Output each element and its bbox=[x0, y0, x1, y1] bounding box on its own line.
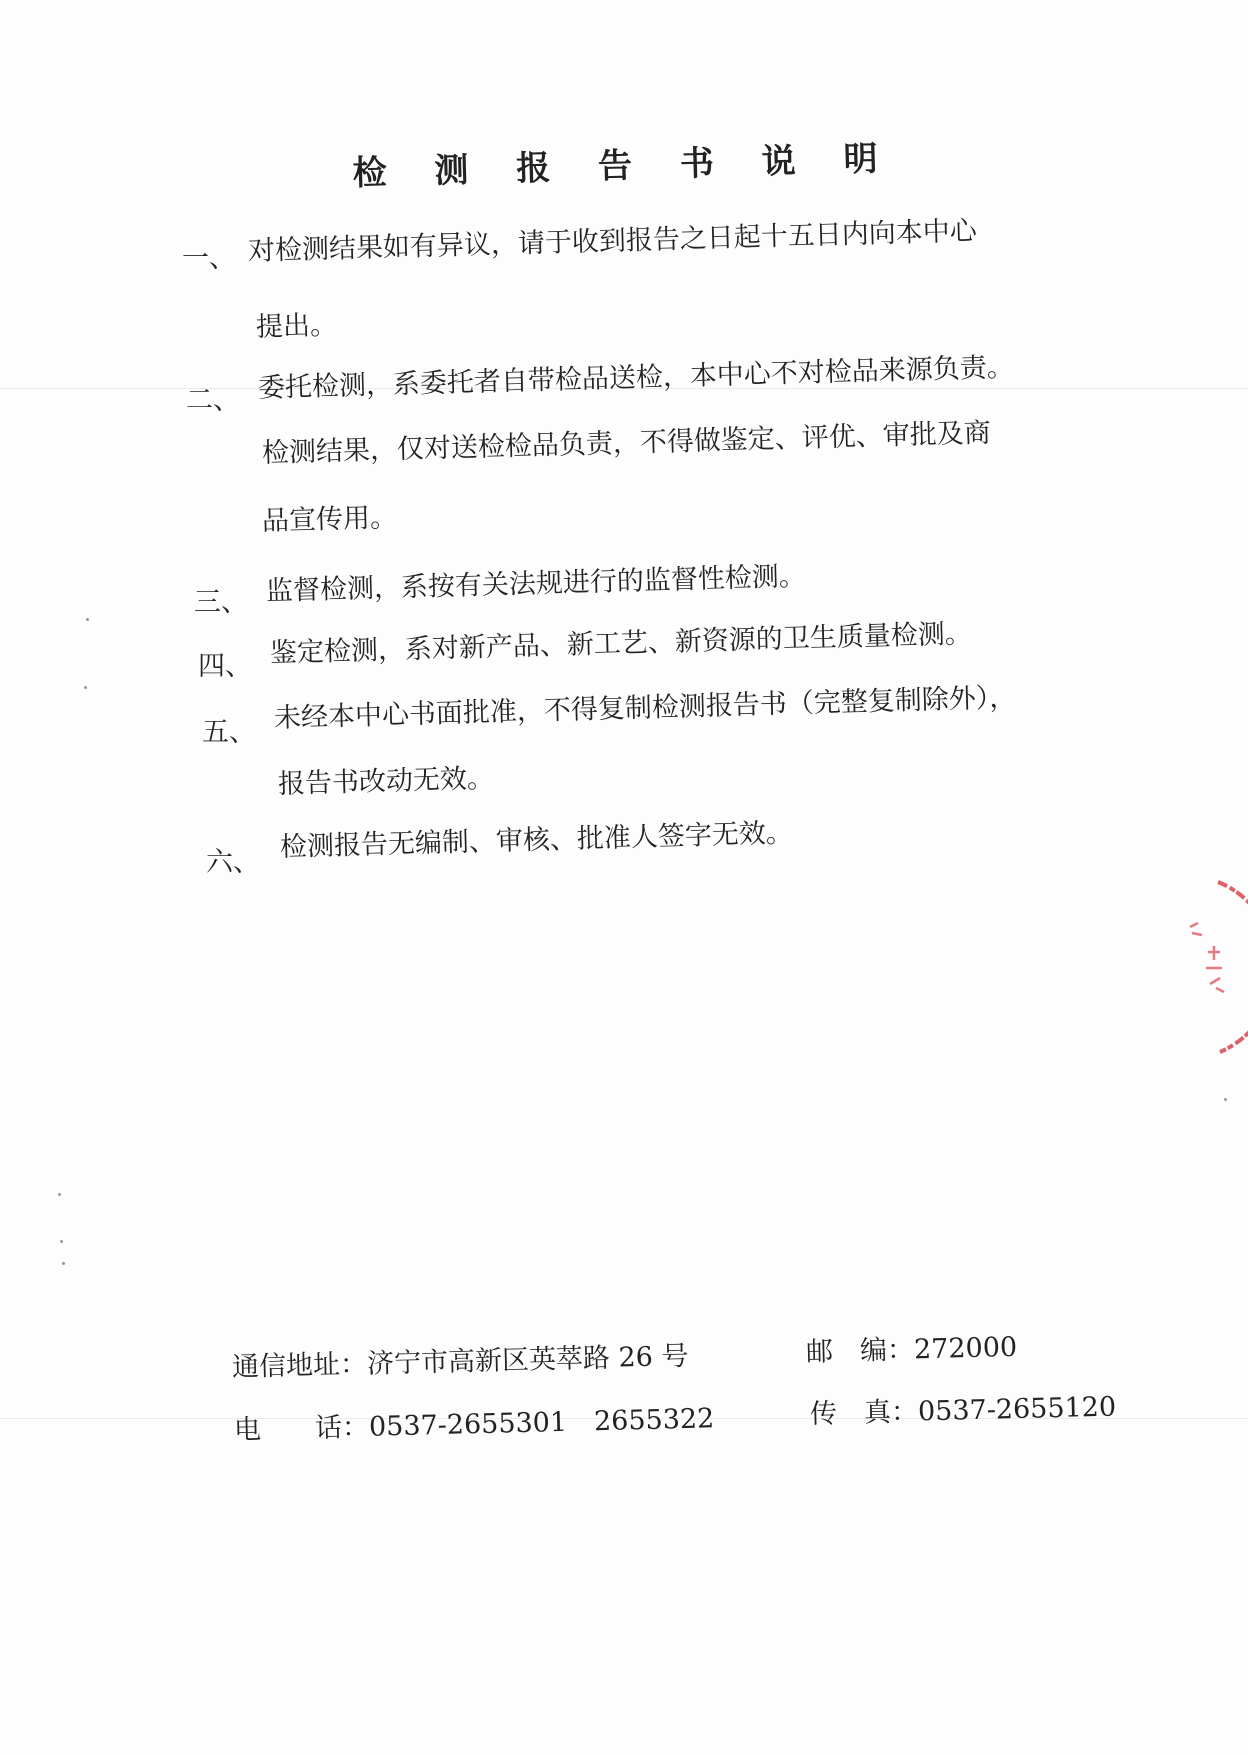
clause-text: 监督检测，系按有关法规进行的监督性检测。 bbox=[265, 560, 807, 607]
scan-speck bbox=[1224, 1098, 1227, 1101]
clause-number: 二、 bbox=[186, 385, 240, 416]
fax-value: 0537-2655120 bbox=[917, 1391, 1117, 1428]
clause-number: 一、 bbox=[182, 243, 236, 274]
phone-row bbox=[234, 1396, 715, 1447]
address-label: 通信地址： bbox=[231, 1348, 368, 1383]
red-seal-stamp bbox=[1160, 872, 1248, 1062]
scan-speck bbox=[62, 1262, 65, 1265]
postcode-value: 272000 bbox=[913, 1331, 1018, 1366]
phone-label: 电 话： bbox=[233, 1411, 370, 1446]
fax-label: 传 真： bbox=[809, 1396, 919, 1430]
clause-number: 四、 bbox=[198, 651, 252, 682]
fax-row bbox=[810, 1385, 1117, 1431]
scan-speck bbox=[60, 1240, 63, 1243]
clause-text: 检测结果，仅对送检检品负责，不得做鉴定、评优、审批及商 bbox=[261, 417, 992, 469]
clause-text: 检测报告无编制、审核、批准人签字无效。 bbox=[279, 817, 794, 863]
scan-speck bbox=[58, 1193, 61, 1196]
clause-text: 品宣传用。 bbox=[261, 502, 398, 537]
address-row bbox=[232, 1334, 689, 1384]
scan-speck bbox=[84, 686, 87, 689]
clause-text: 报告书改动无效。 bbox=[277, 762, 495, 800]
postcode-label: 邮 编： bbox=[805, 1334, 915, 1368]
clause-text: 未经本中心书面批准，不得复制检测报告书（完整复制除外）， bbox=[273, 682, 1017, 734]
address-value: 济宁市高新区英萃路 26 号 bbox=[366, 1340, 689, 1380]
clause-text: 提出。 bbox=[255, 309, 338, 343]
clause-text: 委托检测，系委托者自带检品送检，本中心不对检品来源负责。 bbox=[257, 351, 1015, 404]
clause-number: 六、 bbox=[206, 847, 260, 878]
clause-number: 三、 bbox=[194, 587, 248, 618]
document-title: 检 测 报 告 书 说 明 bbox=[352, 138, 897, 194]
postcode-row bbox=[806, 1325, 1018, 1369]
clause-text: 对检测结果如有异议，请于收到报告之日起十五日内向本中心 bbox=[247, 215, 978, 267]
phone-value: 0537-2655301 2655322 bbox=[368, 1403, 715, 1443]
clause-number: 五、 bbox=[202, 717, 256, 748]
scan-speck bbox=[86, 618, 89, 621]
clause-text: 鉴定检测，系对新产品、新工艺、新资源的卫生质量检测。 bbox=[269, 618, 973, 669]
